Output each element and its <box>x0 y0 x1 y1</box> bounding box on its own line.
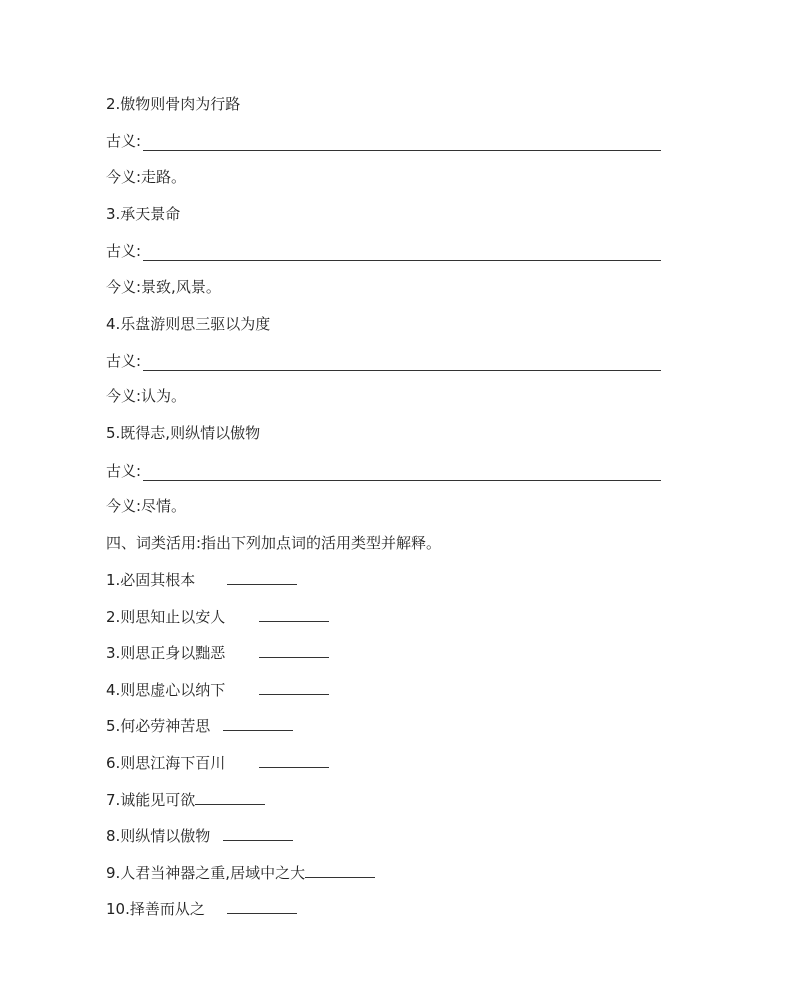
question-text: 2.则思知止以安人 <box>106 608 226 626</box>
question-item <box>106 863 375 883</box>
question-item <box>106 899 297 919</box>
question-text: 9.人君当神器之重,居域中之大 <box>106 864 306 882</box>
answer-blank[interactable] <box>259 645 329 658</box>
question-text: 6.则思江海下百川 <box>106 754 226 772</box>
vocab-item-title: 2.傲物则骨肉为行路 <box>106 95 241 113</box>
question-item <box>106 790 265 810</box>
answer-blank[interactable] <box>227 901 297 914</box>
answer-blank[interactable] <box>143 358 661 371</box>
answer-blank[interactable] <box>223 828 293 841</box>
question-item <box>106 753 329 773</box>
ancient-meaning-label: 古义: <box>106 352 142 370</box>
answer-blank[interactable] <box>223 718 293 731</box>
section-heading: 四、词类活用:指出下列加点词的活用类型并解释。 <box>106 534 442 552</box>
answer-blank[interactable] <box>143 468 661 481</box>
question-text: 3.则思正身以黜恶 <box>106 644 226 662</box>
answer-blank[interactable] <box>143 138 661 151</box>
answer-blank[interactable] <box>259 609 329 622</box>
ancient-meaning-row <box>106 241 661 261</box>
question-text: 7.诚能见可欲 <box>106 791 196 809</box>
vocab-item-title: 3.承天景命 <box>106 205 181 223</box>
ancient-meaning-label: 古义: <box>106 132 142 150</box>
question-text: 5.何必劳神苦思 <box>106 717 211 735</box>
vocab-item-title: 4.乐盘游则思三驱以为度 <box>106 315 271 333</box>
modern-meaning: 今义:景致,风景。 <box>106 278 221 296</box>
question-text: 8.则纵情以傲物 <box>106 827 211 845</box>
modern-meaning: 今义:尽情。 <box>106 497 187 515</box>
answer-blank[interactable] <box>227 572 297 585</box>
question-item <box>106 607 329 627</box>
vocab-item-title: 5.既得志,则纵情以傲物 <box>106 424 261 442</box>
question-text: 1.必固其根本 <box>106 571 196 589</box>
ancient-meaning-label: 古义: <box>106 462 142 480</box>
answer-blank[interactable] <box>195 792 265 805</box>
answer-blank[interactable] <box>305 865 375 878</box>
question-text: 10.择善而从之 <box>106 900 205 918</box>
question-item <box>106 570 297 590</box>
question-text: 4.则思虚心以纳下 <box>106 681 226 699</box>
answer-blank[interactable] <box>143 248 661 261</box>
answer-blank[interactable] <box>259 755 329 768</box>
modern-meaning: 今义:认为。 <box>106 387 187 405</box>
question-item <box>106 680 329 700</box>
answer-blank[interactable] <box>259 682 329 695</box>
ancient-meaning-label: 古义: <box>106 242 142 260</box>
question-item <box>106 826 293 846</box>
ancient-meaning-row <box>106 351 661 371</box>
ancient-meaning-row <box>106 131 661 151</box>
ancient-meaning-row <box>106 461 661 481</box>
modern-meaning: 今义:走路。 <box>106 168 187 186</box>
question-item <box>106 643 329 663</box>
question-item <box>106 716 293 736</box>
